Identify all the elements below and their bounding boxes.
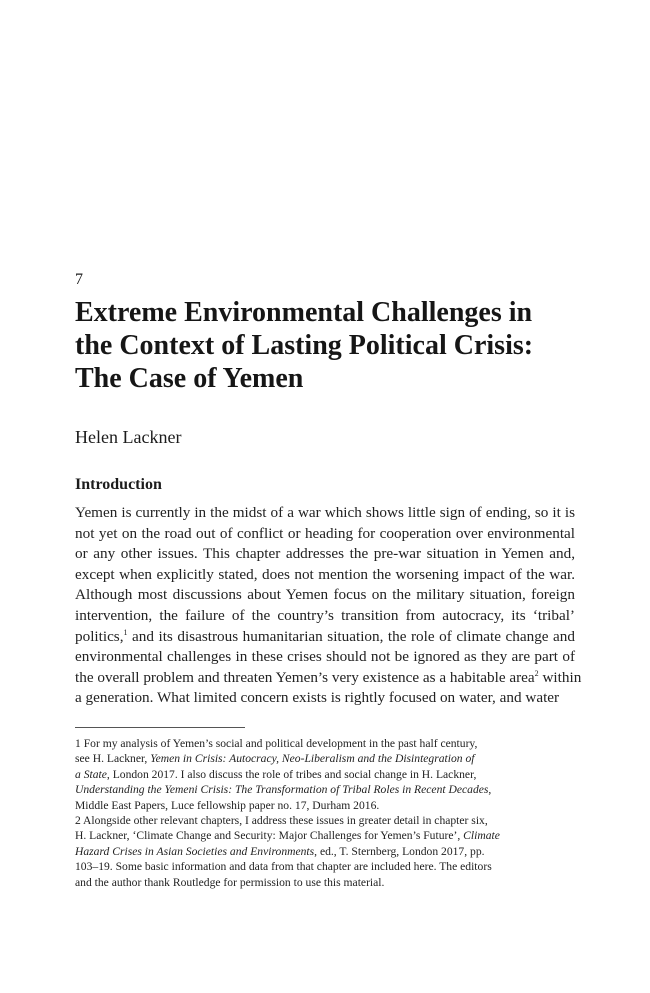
paragraph-text: politics, <box>75 627 124 645</box>
paragraph-line: Although most discussions about Yemen focus on the military situation, foreign <box>75 586 575 604</box>
footnote-separator <box>75 727 245 728</box>
paragraph-line: a generation. What limited concern exists is rightly focused on water, and water <box>75 689 560 707</box>
footnote-text: 1 For my analysis of Yemen’s social and political development in the past half century, <box>75 737 478 750</box>
footnote-italic-text: Understanding the Yemeni Crisis: The Transformation of Tribal Roles in Recent Decades <box>75 783 489 797</box>
paragraph-text: within <box>538 668 582 686</box>
paragraph-line: Yemen is currently in the midst of a war which shows little sign of ending, so it is <box>75 504 575 521</box>
footnote-text: see H. Lackner, <box>75 752 151 766</box>
footnote-line <box>75 751 575 766</box>
footnote-text: 2 Alongside other relevant chapters, I address these issues in greater detail in chapter six, <box>75 814 488 828</box>
footnote-text: 103–19. Some basic information and data from that chapter are included here. The editors <box>75 860 492 874</box>
paragraph-text: the overall problem and threaten Yemen’s very existence as a habitable area <box>75 668 535 686</box>
paragraph-line: or any other issues. This chapter addresses the pre-war situation in Yemen and, <box>75 545 575 563</box>
footnote-line <box>75 798 575 813</box>
paragraph-line: except when explicitly stated, does not mention the worsening impact of the war. <box>75 565 575 583</box>
footnotes <box>75 736 575 890</box>
chapter-title-line: the Context of Lasting Political Crisis: <box>75 330 534 361</box>
chapter-title-line: The Case of Yemen <box>75 363 304 394</box>
paragraph-line: not yet on the road out of conflict or heading for cooperation over environmental <box>75 524 575 542</box>
footnote-line <box>75 767 575 782</box>
footnote-text: and the author thank Routledge for permission to use this material. <box>75 875 385 889</box>
footnote-text: H. Lackner, ‘Climate Change and Security: Major Challenges for Yemen’s Future’, <box>75 829 464 843</box>
paragraph-line <box>75 627 575 648</box>
footnote-line <box>75 844 575 859</box>
footnote-italic-text: Yemen in Crisis: Autocracy, Neo-Liberalism and the Disintegration of <box>150 752 475 766</box>
footnote-line <box>75 813 575 828</box>
footnote-text: , London 2017. I also discuss the role of tribes and social change in H. Lackner, <box>106 767 477 781</box>
footnote-italic-text: Climate <box>463 829 500 843</box>
footnote-reference[interactable]: 2 <box>534 668 539 678</box>
footnote-text: Middle East Papers, Luce fellowship paper no. 17, Durham 2016. <box>75 798 380 812</box>
footnote-line <box>75 875 575 890</box>
footnote-italic-text: a State <box>75 767 107 781</box>
body-paragraph <box>75 503 582 709</box>
footnote-text: , <box>488 783 492 797</box>
author-name: Helen Lackner <box>75 427 182 447</box>
paragraph-text: and its disastrous humanitarian situation, the role of climate change and <box>127 627 575 645</box>
paragraph-line: environmental challenges in these crises should not be ignored as they are part of <box>75 648 575 666</box>
footnote-reference[interactable]: 1 <box>123 627 128 637</box>
footnote-line <box>75 859 575 874</box>
paragraph-line: intervention, the failure of the country’s transition from autocracy, its ‘tribal’ <box>75 606 575 624</box>
footnote-line <box>75 782 575 797</box>
footnote-text: , ed., T. Sternberg, London 2017, pp. <box>314 844 485 858</box>
chapter-title <box>75 296 595 395</box>
chapter-title-line: Extreme Environmental Challenges in <box>75 297 533 328</box>
footnote-line <box>75 736 575 751</box>
footnote-italic-text: Hazard Crises in Asian Societies and Environments <box>75 844 315 858</box>
footnote-line <box>75 828 575 843</box>
paragraph-line <box>75 668 582 689</box>
section-heading: Introduction <box>75 476 162 493</box>
chapter-number: 7 <box>75 271 83 288</box>
